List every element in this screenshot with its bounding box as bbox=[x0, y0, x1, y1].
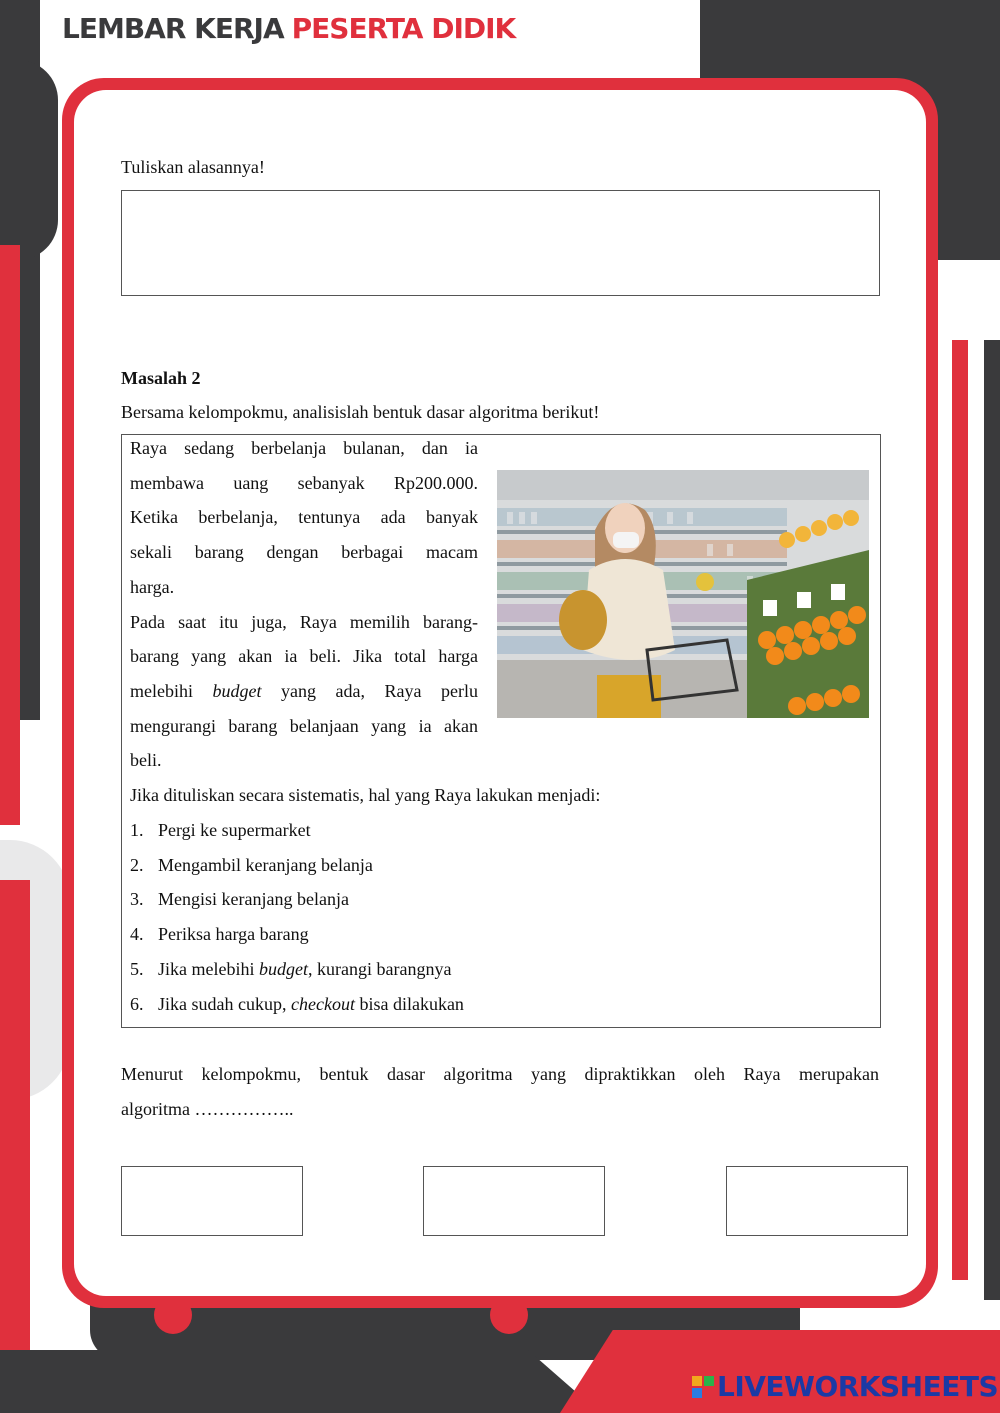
step-number: 3. bbox=[130, 889, 144, 910]
step-number: 4. bbox=[130, 924, 144, 945]
list-item bbox=[130, 987, 464, 1022]
story-line: Raya sedang berbelanja bulanan, dan ia bbox=[130, 438, 478, 458]
story-word: melebihi bbox=[130, 680, 193, 701]
systematic-intro: Jika dituliskan secara sistematis, hal yang Raya lakukan menjadi: bbox=[130, 785, 601, 805]
story-line: barang yang akan ia beli. Jika total harga bbox=[130, 646, 478, 667]
story-word: yang ada, Raya perlu bbox=[281, 680, 478, 701]
page-title-part2: PESERTA DIDIK bbox=[291, 12, 516, 45]
decor-dark-right-strip bbox=[984, 340, 1000, 1300]
list-item bbox=[130, 882, 464, 917]
steps-list bbox=[130, 813, 464, 1021]
decor-dark-left-tab bbox=[0, 60, 58, 260]
step-text: Jika melebihi bbox=[158, 958, 259, 979]
question-line: Menurut kelompokmu, bentuk dasar algoritma yang dipraktikkan oleh Raya merupakan bbox=[121, 1064, 879, 1084]
list-item bbox=[130, 848, 464, 883]
step-text: Mengisi keranjang belanja bbox=[158, 889, 349, 910]
story-paragraph bbox=[130, 431, 478, 778]
step-text: Mengambil keranjang belanja bbox=[158, 854, 373, 875]
story-line: harga. bbox=[130, 576, 175, 597]
decor-red-right-strip bbox=[952, 340, 968, 1280]
liveworksheets-mark-icon bbox=[692, 1376, 714, 1398]
step-text: Periksa harga barang bbox=[158, 924, 309, 945]
question-line: algoritma …………….. bbox=[121, 1099, 294, 1119]
answer-option-box[interactable] bbox=[423, 1166, 605, 1236]
list-item bbox=[130, 917, 464, 952]
step-text-emphasis: budget bbox=[258, 958, 308, 979]
logo-text: LIVEWORKSHEETS bbox=[717, 1370, 999, 1403]
list-item bbox=[130, 813, 464, 848]
story-line: Ketika berbelanja, tentunya ada banyak bbox=[130, 507, 478, 528]
step-text: Pergi ke supermarket bbox=[158, 820, 311, 840]
story-line: mengurangi barang belanjaan yang ia akan bbox=[130, 715, 478, 736]
decor-dark-bottom-band bbox=[0, 1350, 600, 1413]
q1-answer-box[interactable] bbox=[121, 190, 880, 296]
story-line: beli. bbox=[130, 750, 162, 771]
decor-red-left bbox=[0, 245, 20, 825]
step-number: 2. bbox=[130, 854, 144, 875]
story-word-budget: budget bbox=[212, 680, 262, 701]
masalah2-instruction: Bersama kelompokmu, analisislah bentuk dasar algoritma berikut! bbox=[121, 402, 600, 422]
story-line: Pada saat itu juga, Raya memilih barang- bbox=[130, 611, 478, 632]
story-line bbox=[130, 674, 478, 709]
step-number: 1. bbox=[130, 820, 144, 840]
step-text: Jika sudah cukup, bbox=[158, 993, 291, 1014]
liveworksheets-logo bbox=[692, 1370, 998, 1403]
list-item bbox=[130, 952, 464, 987]
step-number: 6. bbox=[130, 993, 144, 1014]
story-line: sekali barang dengan berbagai macam bbox=[130, 542, 478, 563]
decor-red-left-bottom bbox=[0, 880, 30, 1400]
step-text-emphasis: checkout bbox=[290, 993, 355, 1014]
shopping-photo bbox=[497, 470, 869, 718]
answer-option-box[interactable] bbox=[121, 1166, 303, 1236]
page-title-part1: LEMBAR KERJA bbox=[62, 12, 284, 45]
step-number: 5. bbox=[130, 958, 144, 979]
answer-option-box[interactable] bbox=[726, 1166, 908, 1236]
q1-prompt: Tuliskan alasannya! bbox=[121, 157, 265, 177]
masalah2-heading: Masalah 2 bbox=[121, 368, 201, 388]
step-text: , kurangi barangnya bbox=[307, 958, 452, 979]
page-title bbox=[62, 12, 515, 45]
story-line: membawa uang sebanyak Rp200.000. bbox=[130, 472, 478, 493]
step-text: bisa dilakukan bbox=[354, 993, 464, 1014]
